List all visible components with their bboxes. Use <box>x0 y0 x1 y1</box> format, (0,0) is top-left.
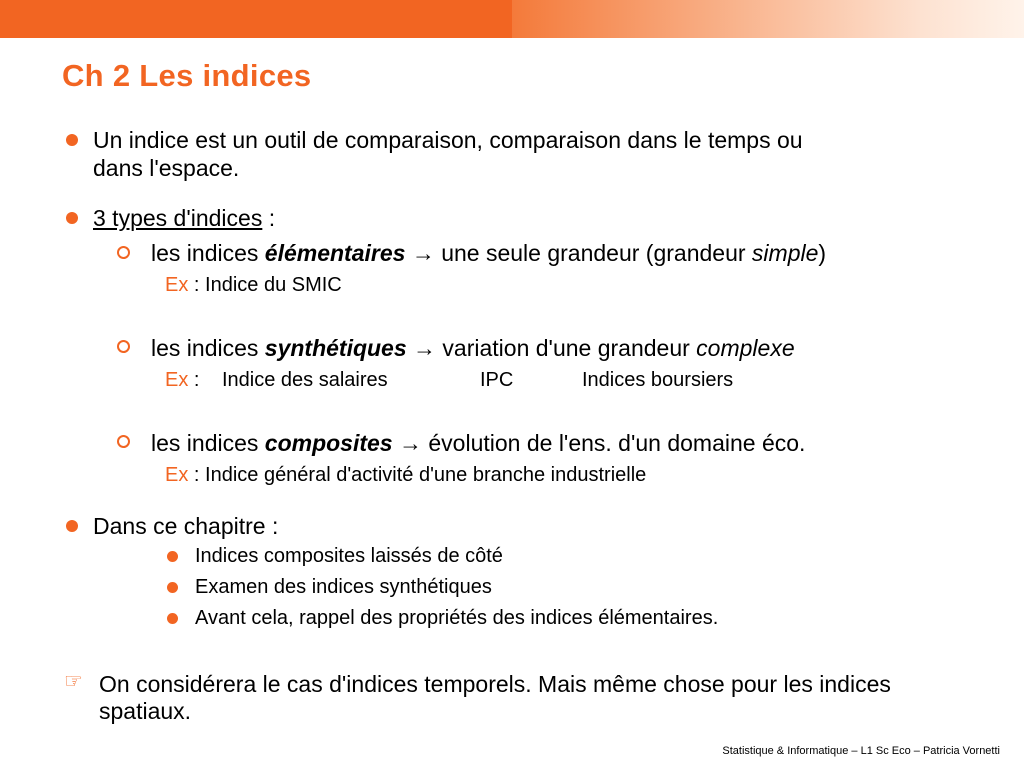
ring-bullet-icon <box>117 340 130 353</box>
sub3-line <box>151 429 805 457</box>
types-link[interactable]: 3 types d'indices <box>93 205 263 231</box>
sub1-desc-end: ) <box>818 240 827 266</box>
sub3-example <box>165 463 646 487</box>
slide-title: Ch 2 Les indices <box>62 58 312 93</box>
arrow-right-icon: → <box>399 430 422 456</box>
sub2-line <box>151 334 795 362</box>
sub2-desc: variation d'une grandeur <box>436 335 697 361</box>
ex-label: Ex <box>165 464 189 486</box>
sub2-prefix: les indices <box>151 335 265 361</box>
ex-label: Ex <box>165 369 189 391</box>
sub2-ex-item-2: IPC <box>480 369 514 391</box>
bullet-dot-icon <box>167 582 178 593</box>
bullet3-item-2: Examen des indices synthétiques <box>195 576 492 598</box>
bullet-dot-icon <box>66 212 78 224</box>
arrow-right-icon: → <box>411 240 435 266</box>
arrow-right-icon: → <box>413 335 437 361</box>
footer: Statistique & Informatique – L1 Sc Eco – Patricia Vornetti <box>722 745 1000 757</box>
bullet1-line2: dans l'espace. <box>93 155 240 181</box>
bullet3-text: Dans ce chapitre : <box>93 513 279 539</box>
sub3-ex-text: : Indice général d'activité d'une branche industrielle <box>188 464 647 486</box>
sub1-line <box>151 239 826 267</box>
ring-bullet-icon <box>117 435 130 448</box>
sub2-keyword: synthétiques <box>264 335 407 361</box>
sub1-desc: une seule grandeur (grandeur <box>434 240 752 266</box>
header-band <box>0 0 1024 38</box>
ring-bullet-icon <box>117 246 130 259</box>
sub2-example <box>165 368 199 392</box>
sub1-desc-italic: simple <box>751 240 819 266</box>
sub2-desc-italic: complexe <box>696 335 795 361</box>
sub3-desc: évolution de l'ens. d'un domaine éco. <box>422 430 806 456</box>
bullet2-heading <box>93 204 275 232</box>
note-line1: On considérera le cas d'indices temporels. Mais même chose pour les indices <box>99 671 891 697</box>
sub1-keyword: élémentaires <box>264 240 406 266</box>
sub2-ex-item-1: Indice des salaires <box>222 369 388 391</box>
sub2-ex-sep: : <box>188 369 200 391</box>
sub1-ex-text: : Indice du SMIC <box>188 274 342 296</box>
bullet3-item-1: Indices composites laissés de côté <box>195 545 503 567</box>
bullet-dot-icon <box>167 551 178 562</box>
bullet-dot-icon <box>66 134 78 146</box>
header-band-gradient <box>512 0 1024 38</box>
note-line2: spatiaux. <box>99 698 192 724</box>
sub1-prefix: les indices <box>151 240 265 266</box>
bullet3-item-3: Avant cela, rappel des propriétés des indices élémentaires. <box>195 607 719 629</box>
sub1-example <box>165 273 342 297</box>
bullet1-line1: Un indice est un outil de comparaison, comparaison dans le temps ou <box>93 127 803 153</box>
bullet-dot-icon <box>167 613 178 624</box>
header-band-solid <box>0 0 512 38</box>
ex-label: Ex <box>165 274 189 296</box>
sub2-ex-item-3: Indices boursiers <box>582 369 734 391</box>
pointing-hand-icon: ☞ <box>64 670 83 693</box>
bullet-dot-icon <box>66 520 78 532</box>
sub3-prefix: les indices <box>151 430 265 456</box>
sub3-keyword: composites <box>264 430 393 456</box>
types-colon: : <box>262 205 276 231</box>
